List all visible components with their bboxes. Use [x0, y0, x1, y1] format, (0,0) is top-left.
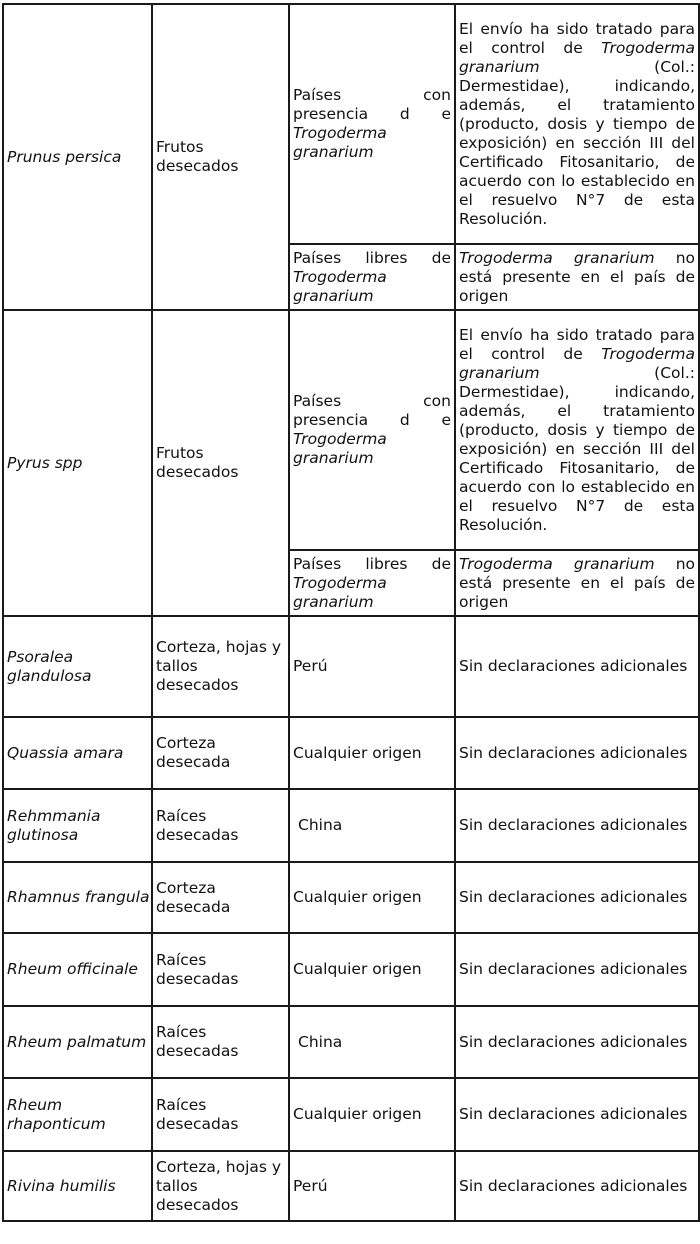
species-name: Psoralea glandulosa — [7, 647, 92, 685]
requirement-cell — [455, 717, 699, 789]
species-cell — [3, 862, 152, 933]
origin-cell — [289, 1151, 455, 1221]
origin-text: Perú — [293, 1176, 328, 1195]
table-row — [3, 1078, 699, 1151]
origin-cell — [289, 4, 455, 244]
species-cell — [3, 616, 152, 717]
product-type: Corteza, hojas y tallos desecados — [156, 1157, 282, 1214]
table-row — [3, 717, 699, 789]
requirement-cell — [455, 4, 699, 244]
requirement-text: El envío ha sido tratado para el control de — [459, 325, 695, 363]
table-row — [3, 789, 699, 862]
product-cell — [152, 616, 289, 717]
table-row — [3, 310, 699, 550]
product-cell — [152, 1151, 289, 1221]
requirement-cell — [455, 310, 699, 550]
origin-text: Cualquier origen — [293, 1105, 422, 1123]
table-row — [3, 4, 699, 244]
requirement-text: no está presente en el país de origen — [459, 248, 695, 305]
origin-cell — [289, 550, 455, 616]
species-cell — [3, 1078, 152, 1151]
product-type: Corteza, hojas y tallos desecados — [156, 638, 282, 694]
species-name: Rheum officinale — [7, 960, 138, 978]
species-name: Rehmmania glutinosa — [7, 806, 101, 844]
table-row — [3, 1151, 699, 1221]
pest-name: Trogoderma granarium — [459, 344, 695, 382]
requirement-cell — [455, 1078, 699, 1151]
product-cell — [152, 717, 289, 789]
requirement-cell — [455, 1006, 699, 1078]
product-cell — [152, 310, 289, 616]
phytosanitary-requirements-table — [2, 3, 700, 1222]
species-cell — [3, 310, 152, 616]
origin-text: Cualquier origen — [293, 743, 422, 762]
species-name: Rheum rhaponticum — [7, 1095, 106, 1133]
product-type: Raíces desecadas — [156, 950, 239, 988]
requirement-cell — [455, 862, 699, 933]
requirement-text: Sin declaraciones adicionales — [459, 960, 688, 978]
origin-cell — [289, 310, 455, 550]
species-cell — [3, 789, 152, 862]
species-cell — [3, 933, 152, 1006]
requirement-cell — [455, 616, 699, 717]
species-name: Prunus persica — [7, 147, 122, 166]
pest-name: Trogoderma granarium — [459, 248, 655, 267]
product-type: Frutos desecados — [156, 138, 239, 175]
pest-name: Trogoderma granarium — [293, 573, 387, 611]
species-name: Rivina humilis — [7, 1176, 116, 1195]
species-cell — [3, 1151, 152, 1221]
requirement-cell — [455, 550, 699, 616]
product-type: Raíces desecadas — [156, 1095, 239, 1133]
product-cell — [152, 1006, 289, 1078]
requirement-text: El envío ha sido tratado para el control de — [459, 19, 695, 57]
requirement-text: Sin declaraciones adicionales — [459, 1032, 688, 1051]
origin-text: Países libres de — [293, 248, 451, 267]
species-cell — [3, 4, 152, 310]
origin-text: China — [298, 816, 343, 834]
requirement-text: Sin declaraciones adicionales — [459, 657, 688, 675]
product-type: Corteza desecada — [156, 878, 231, 916]
origin-cell — [289, 616, 455, 717]
origin-text: Cualquier origen — [293, 888, 422, 906]
origin-text: Perú — [293, 657, 328, 675]
product-type: Raíces desecadas — [156, 806, 239, 844]
origin-cell — [289, 789, 455, 862]
product-cell — [152, 1078, 289, 1151]
requirement-cell — [455, 789, 699, 862]
product-type: Raíces desecadas — [156, 1023, 239, 1060]
requirement-text: (Col.: Dermestidae), indicando, además, el tratamiento (producto, dosis y tiempo de exposición) en sección III del Certificado Fitosanitario, de acuerdo con lo establecido en el resuelvo N°7 de esta Resolución. — [459, 57, 695, 228]
product-cell — [152, 789, 289, 862]
pest-name: Trogoderma granarium — [293, 124, 387, 161]
requirement-text: Sin declaraciones adicionales — [459, 1176, 688, 1195]
species-name: Rhamnus frangula — [7, 888, 150, 906]
requirement-cell — [455, 1151, 699, 1221]
origin-text: China — [298, 1032, 343, 1051]
product-type: Corteza desecada — [156, 734, 231, 771]
origin-text: Países con presencia d e — [293, 392, 451, 429]
product-cell — [152, 862, 289, 933]
origin-text: Países con presencia d e — [293, 86, 451, 123]
requirement-cell — [455, 244, 699, 310]
pest-name: Trogoderma granarium — [293, 430, 387, 467]
pest-name: Trogoderma granarium — [293, 267, 387, 305]
product-type: Frutos desecados — [156, 444, 239, 481]
species-name: Rheum palmatum — [7, 1032, 147, 1051]
origin-cell — [289, 244, 455, 310]
origin-cell — [289, 717, 455, 789]
species-name: Pyrus spp — [7, 453, 83, 472]
requirement-text: Sin declaraciones adicionales — [459, 816, 688, 834]
origin-text: Cualquier origen — [293, 960, 422, 978]
species-cell — [3, 1006, 152, 1078]
origin-cell — [289, 1006, 455, 1078]
pest-name: Trogoderma granarium — [459, 38, 695, 76]
origin-cell — [289, 933, 455, 1006]
requirement-cell — [455, 933, 699, 1006]
origin-text: Países libres de — [293, 554, 451, 573]
requirement-text: no está presente en el país de origen — [459, 554, 695, 611]
pest-name: Trogoderma granarium — [459, 554, 655, 573]
product-cell — [152, 933, 289, 1006]
origin-cell — [289, 862, 455, 933]
requirement-text: Sin declaraciones adicionales — [459, 888, 688, 906]
requirement-text: Sin declaraciones adicionales — [459, 1105, 688, 1123]
requirement-text: Sin declaraciones adicionales — [459, 743, 688, 762]
table-row — [3, 933, 699, 1006]
origin-cell — [289, 1078, 455, 1151]
species-name: Quassia amara — [7, 743, 124, 762]
requirement-text: (Col.: Dermestidae), indicando, además, el tratamiento (producto, dosis y tiempo de exposición) en sección III del Certificado Fitosanitario, de acuerdo con lo establecido en el resuelvo N°7 de esta Resolución. — [459, 363, 695, 534]
table-row — [3, 1006, 699, 1078]
table-row — [3, 616, 699, 717]
species-cell — [3, 717, 152, 789]
product-cell — [152, 4, 289, 310]
table-row — [3, 862, 699, 933]
